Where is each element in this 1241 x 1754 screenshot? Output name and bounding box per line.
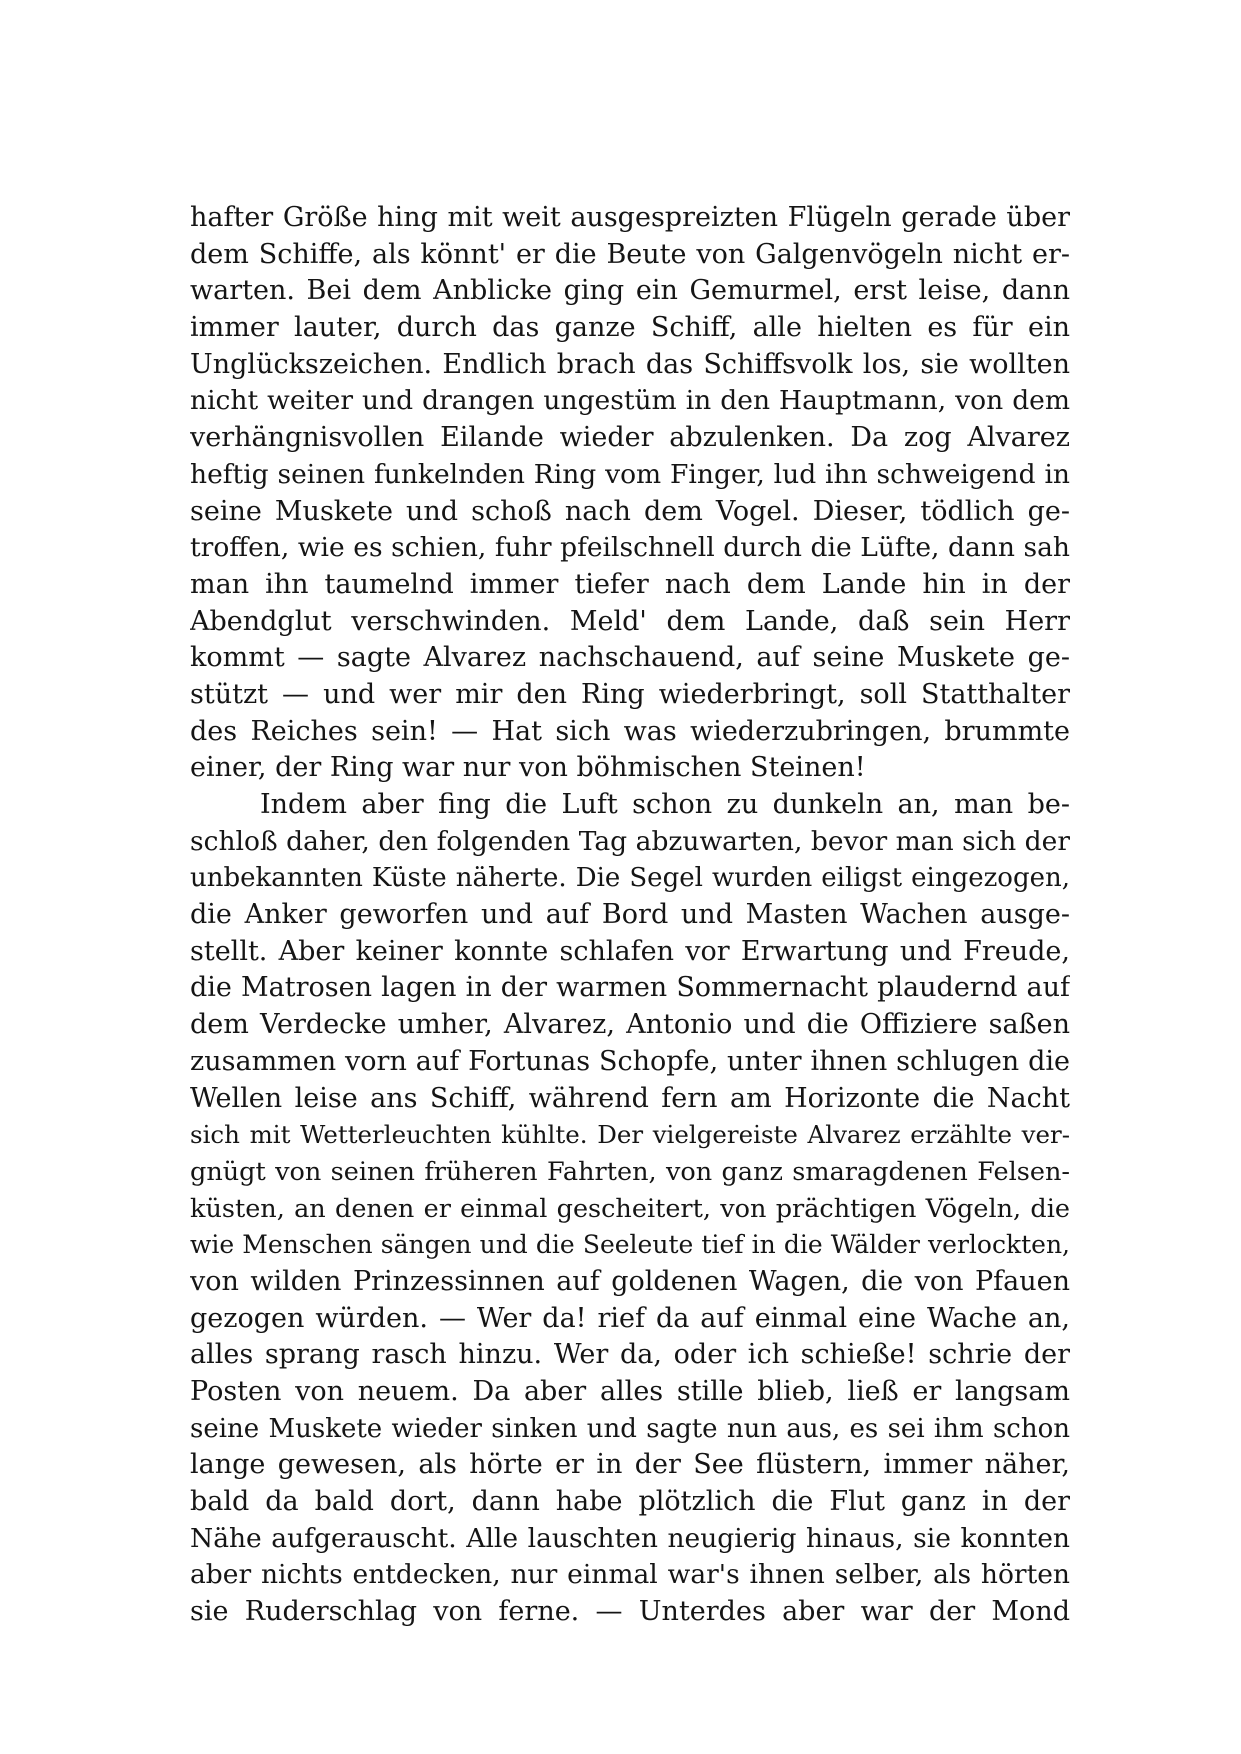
text-line: sich mit Wetterleuchten kühlte. Der vielgereiste Alvarez erzählte ver- [190,1120,1070,1150]
text-line: immer lauter, durch das ganze Schiff, alle hielten es für ein [190,312,1070,344]
text-line: einer, der Ring war nur von böhmischen Steinen! [190,752,866,784]
text-line: lange gewesen, als hörte er in der See flüstern, immer näher, [190,1449,1070,1481]
text-line: hafter Größe hing mit weit ausgespreizten Flügeln gerade über [190,202,1070,233]
text-line: Unglückszeichen. Endlich brach das Schiffsvolk los, sie wollten [190,348,1070,380]
text-line: seine Muskete und schoß nach dem Vogel. Dieser, tödlich ge- [190,495,1070,527]
text-line: Posten von neuem. Da aber alles stille blieb, ließ er langsam [190,1376,1070,1407]
text-line: heftig seinen funkelnden Ring vom Finger, lud ihn schweigend in [190,458,1070,490]
text-line: Abendglut verschwinden. Meld' dem Lande, daß sein Herr [190,605,1070,637]
text-line: troffen, wie es schien, fuhr pfeilschnell durch die Lüfte, dann sah [190,532,1070,564]
text-line: aber nichts entdecken, nur einmal war's ihnen selber, als hörten [190,1559,1070,1591]
page-text [190,200,1070,1631]
text-line: unbekannten Küste näherte. Die Segel wurden eiligst eingezogen, [190,863,1070,894]
text-line: Indem aber fing die Luft schon zu dunkeln an, man be- [260,789,1070,820]
text-line: man ihn taumelnd immer tiefer nach dem Lande hin in der [190,568,1070,600]
text-line: stützt — und wer mir den Ring wiederbringt, soll Statthalter [190,678,1070,710]
text-line: warten. Bei dem Anblicke ging ein Gemurmel, erst leise, dann [190,275,1070,307]
text-line: Wellen leise ans Schiff, während fern am Horizonte die Nacht [190,1082,1070,1114]
text-line: bald da bald dort, dann habe plötzlich die Flut ganz in der [190,1486,1070,1518]
text-line: schloß daher, den folgenden Tag abzuwarten, bevor man sich der [190,825,1070,857]
text-line: dem Schiffe, als könnt' er die Beute von Galgenvögeln nicht er- [190,238,1070,270]
text-line: seine Muskete wieder sinken und sagte nun aus, es sei ihm schon [190,1413,1070,1444]
text-line: die Matrosen lagen in der warmen Sommernacht plaudernd auf [190,972,1070,1004]
text-line: von wilden Prinzessinnen auf goldenen Wagen, die von Pfauen [190,1265,1070,1297]
text-line: verhängnisvollen Eilande wieder abzulenken. Da zog Alvarez [190,422,1070,454]
text-line: kommt — sagte Alvarez nachschauend, auf seine Muskete ge- [190,642,1070,674]
text-line: küsten, an denen er einmal gescheitert, von prächtigen Vögeln, die [190,1193,1070,1224]
text-line: Nähe aufgerauscht. Alle lauschten neugierig hinaus, sie konnten [190,1522,1070,1554]
text-line: die Anker geworfen und auf Bord und Masten Wachen ausge- [190,899,1070,931]
text-line: stellt. Aber keiner konnte schlafen vor Erwartung und Freude, [190,935,1070,967]
text-line: alles sprang rasch hinzu. Wer da, oder ich schieße! schrie der [190,1339,1070,1371]
text-line: zusammen vorn auf Fortunas Schopfe, unter ihnen schlugen die [190,1045,1070,1077]
text-line: sie Ruderschlag von ferne. — Unterdes aber war der Mond [190,1596,1070,1628]
text-line: wie Menschen sängen und die Seeleute tief in die Wälder verlockten, [190,1230,1070,1260]
text-line: gnügt von seinen früheren Fahrten, von ganz smaragdenen Felsen- [190,1156,1070,1187]
paragraph-1 [190,200,1070,787]
text-line: des Reiches sein! — Hat sich was wiederzubringen, brummte [190,715,1070,747]
paragraph-2 [190,787,1070,1631]
text-line: dem Verdecke umher, Alvarez, Antonio und die Offiziere saßen [190,1009,1070,1041]
text-line: nicht weiter und drangen ungestüm in den Hauptmann, von dem [190,385,1070,417]
text-line: gezogen würden. — Wer da! rief da auf einmal eine Wache an, [190,1302,1070,1334]
